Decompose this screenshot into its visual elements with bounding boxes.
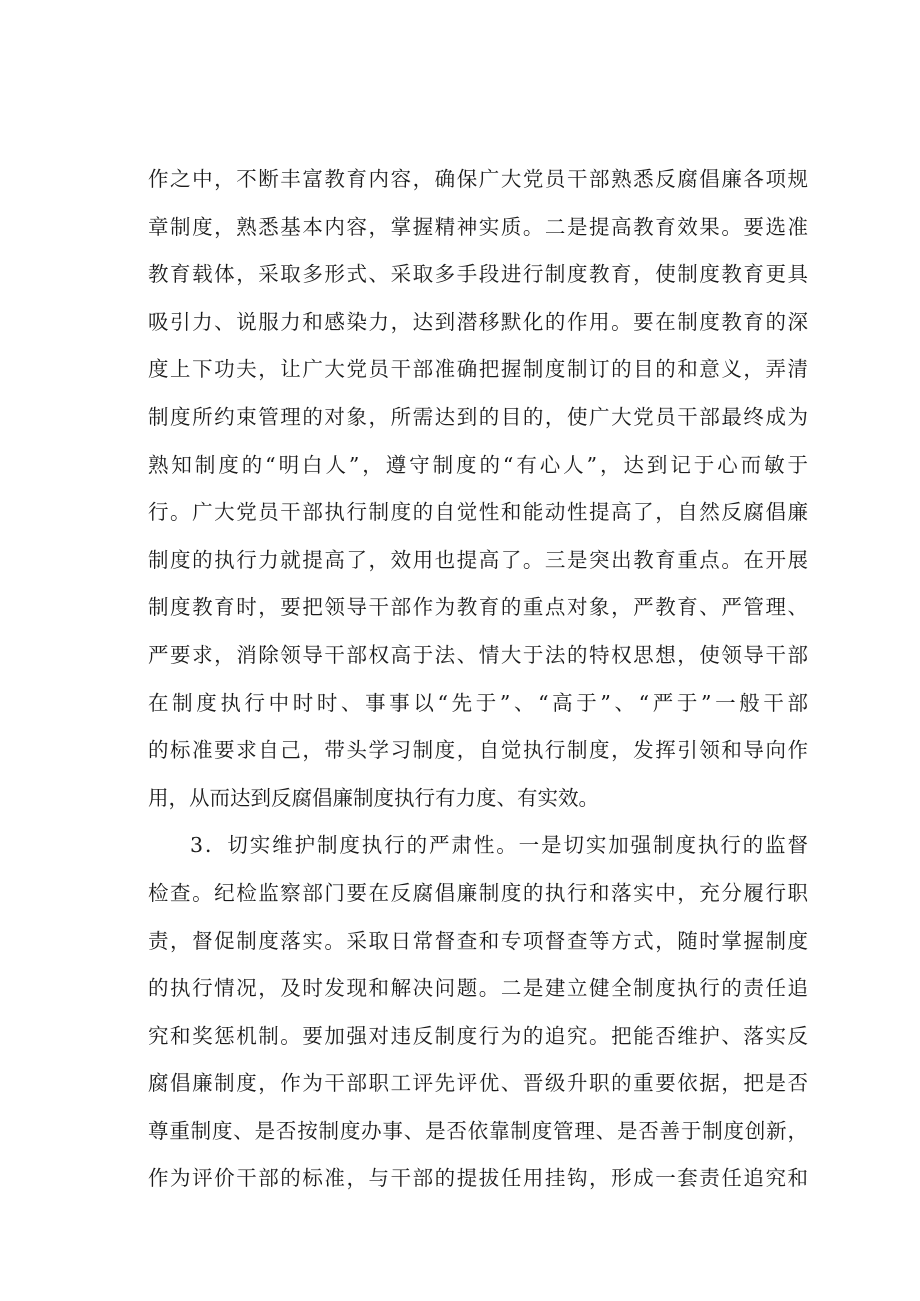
text-line: 制度教育时，要把领导干部作为教育的重点对象，严教育、严管理、 bbox=[148, 595, 808, 620]
body-text bbox=[148, 156, 808, 1203]
text-line: 作为评价干部的标准，与干部的提拔任用挂钩，形成一套责任追究和 bbox=[148, 1166, 808, 1191]
text-line: 制度所约束管理的对象，所需达到的目的，使广大党员干部最终成为 bbox=[148, 404, 808, 429]
text-line-first: 3．切实维护制度执行的严肃性。一是切实加强制度执行的监督 bbox=[190, 833, 808, 858]
text-line: 用，从而达到反腐倡廉制度执行有力度、有实效。 bbox=[148, 785, 599, 810]
paragraph-1 bbox=[148, 156, 808, 822]
text-line: 教育载体，采取多形式、采取多手段进行制度教育，使制度教育更具 bbox=[148, 262, 808, 287]
text-line: 吸引力、说服力和感染力，达到潜移默化的作用。要在制度教育的深 bbox=[148, 309, 808, 334]
text-line: 在制度执行中时时、事事以“先于”、“高于”、“严于”一般干部 bbox=[148, 690, 808, 715]
text-line: 尊重制度、是否按制度办事、是否依靠制度管理、是否善于制度创新， bbox=[148, 1118, 808, 1143]
text-line: 度上下功夫，让广大党员干部准确把握制度制订的目的和意义，弄清 bbox=[148, 357, 808, 382]
paragraph-2 bbox=[148, 822, 808, 1203]
text-line: 熟知制度的“明白人”，遵守制度的“有心人”，达到记于心而敏于 bbox=[148, 452, 808, 477]
text-line: 严要求，消除领导干部权高于法、情大于法的特权思想，使领导干部 bbox=[148, 642, 808, 667]
text-line: 作之中，不断丰富教育内容，确保广大党员干部熟悉反腐倡廉各项规 bbox=[148, 167, 808, 191]
text-line: 制度的执行力就提高了，效用也提高了。三是突出教育重点。在开展 bbox=[148, 547, 808, 572]
text-line: 章制度，熟悉基本内容，掌握精神实质。二是提高教育效果。要选准 bbox=[148, 214, 808, 239]
text-line: 腐倡廉制度，作为干部职工评先评优、晋级升职的重要依据，把是否 bbox=[148, 1071, 808, 1096]
text-line: 的执行情况，及时发现和解决问题。二是建立健全制度执行的责任追 bbox=[148, 976, 808, 1001]
text-line: 究和奖惩机制。要加强对违反制度行为的追究。把能否维护、落实反 bbox=[148, 1023, 808, 1048]
text-line: 的标准要求自己，带头学习制度，自觉执行制度，发挥引领和导向作 bbox=[148, 738, 808, 763]
text-line: 检查。纪检监察部门要在反腐倡廉制度的执行和落实中，充分履行职 bbox=[148, 880, 808, 905]
text-line: 行。广大党员干部执行制度的自觉性和能动性提高了，自然反腐倡廉 bbox=[148, 500, 808, 525]
text-line: 责，督促制度落实。采取日常督查和专项督查等方式，随时掌握制度 bbox=[148, 928, 808, 953]
